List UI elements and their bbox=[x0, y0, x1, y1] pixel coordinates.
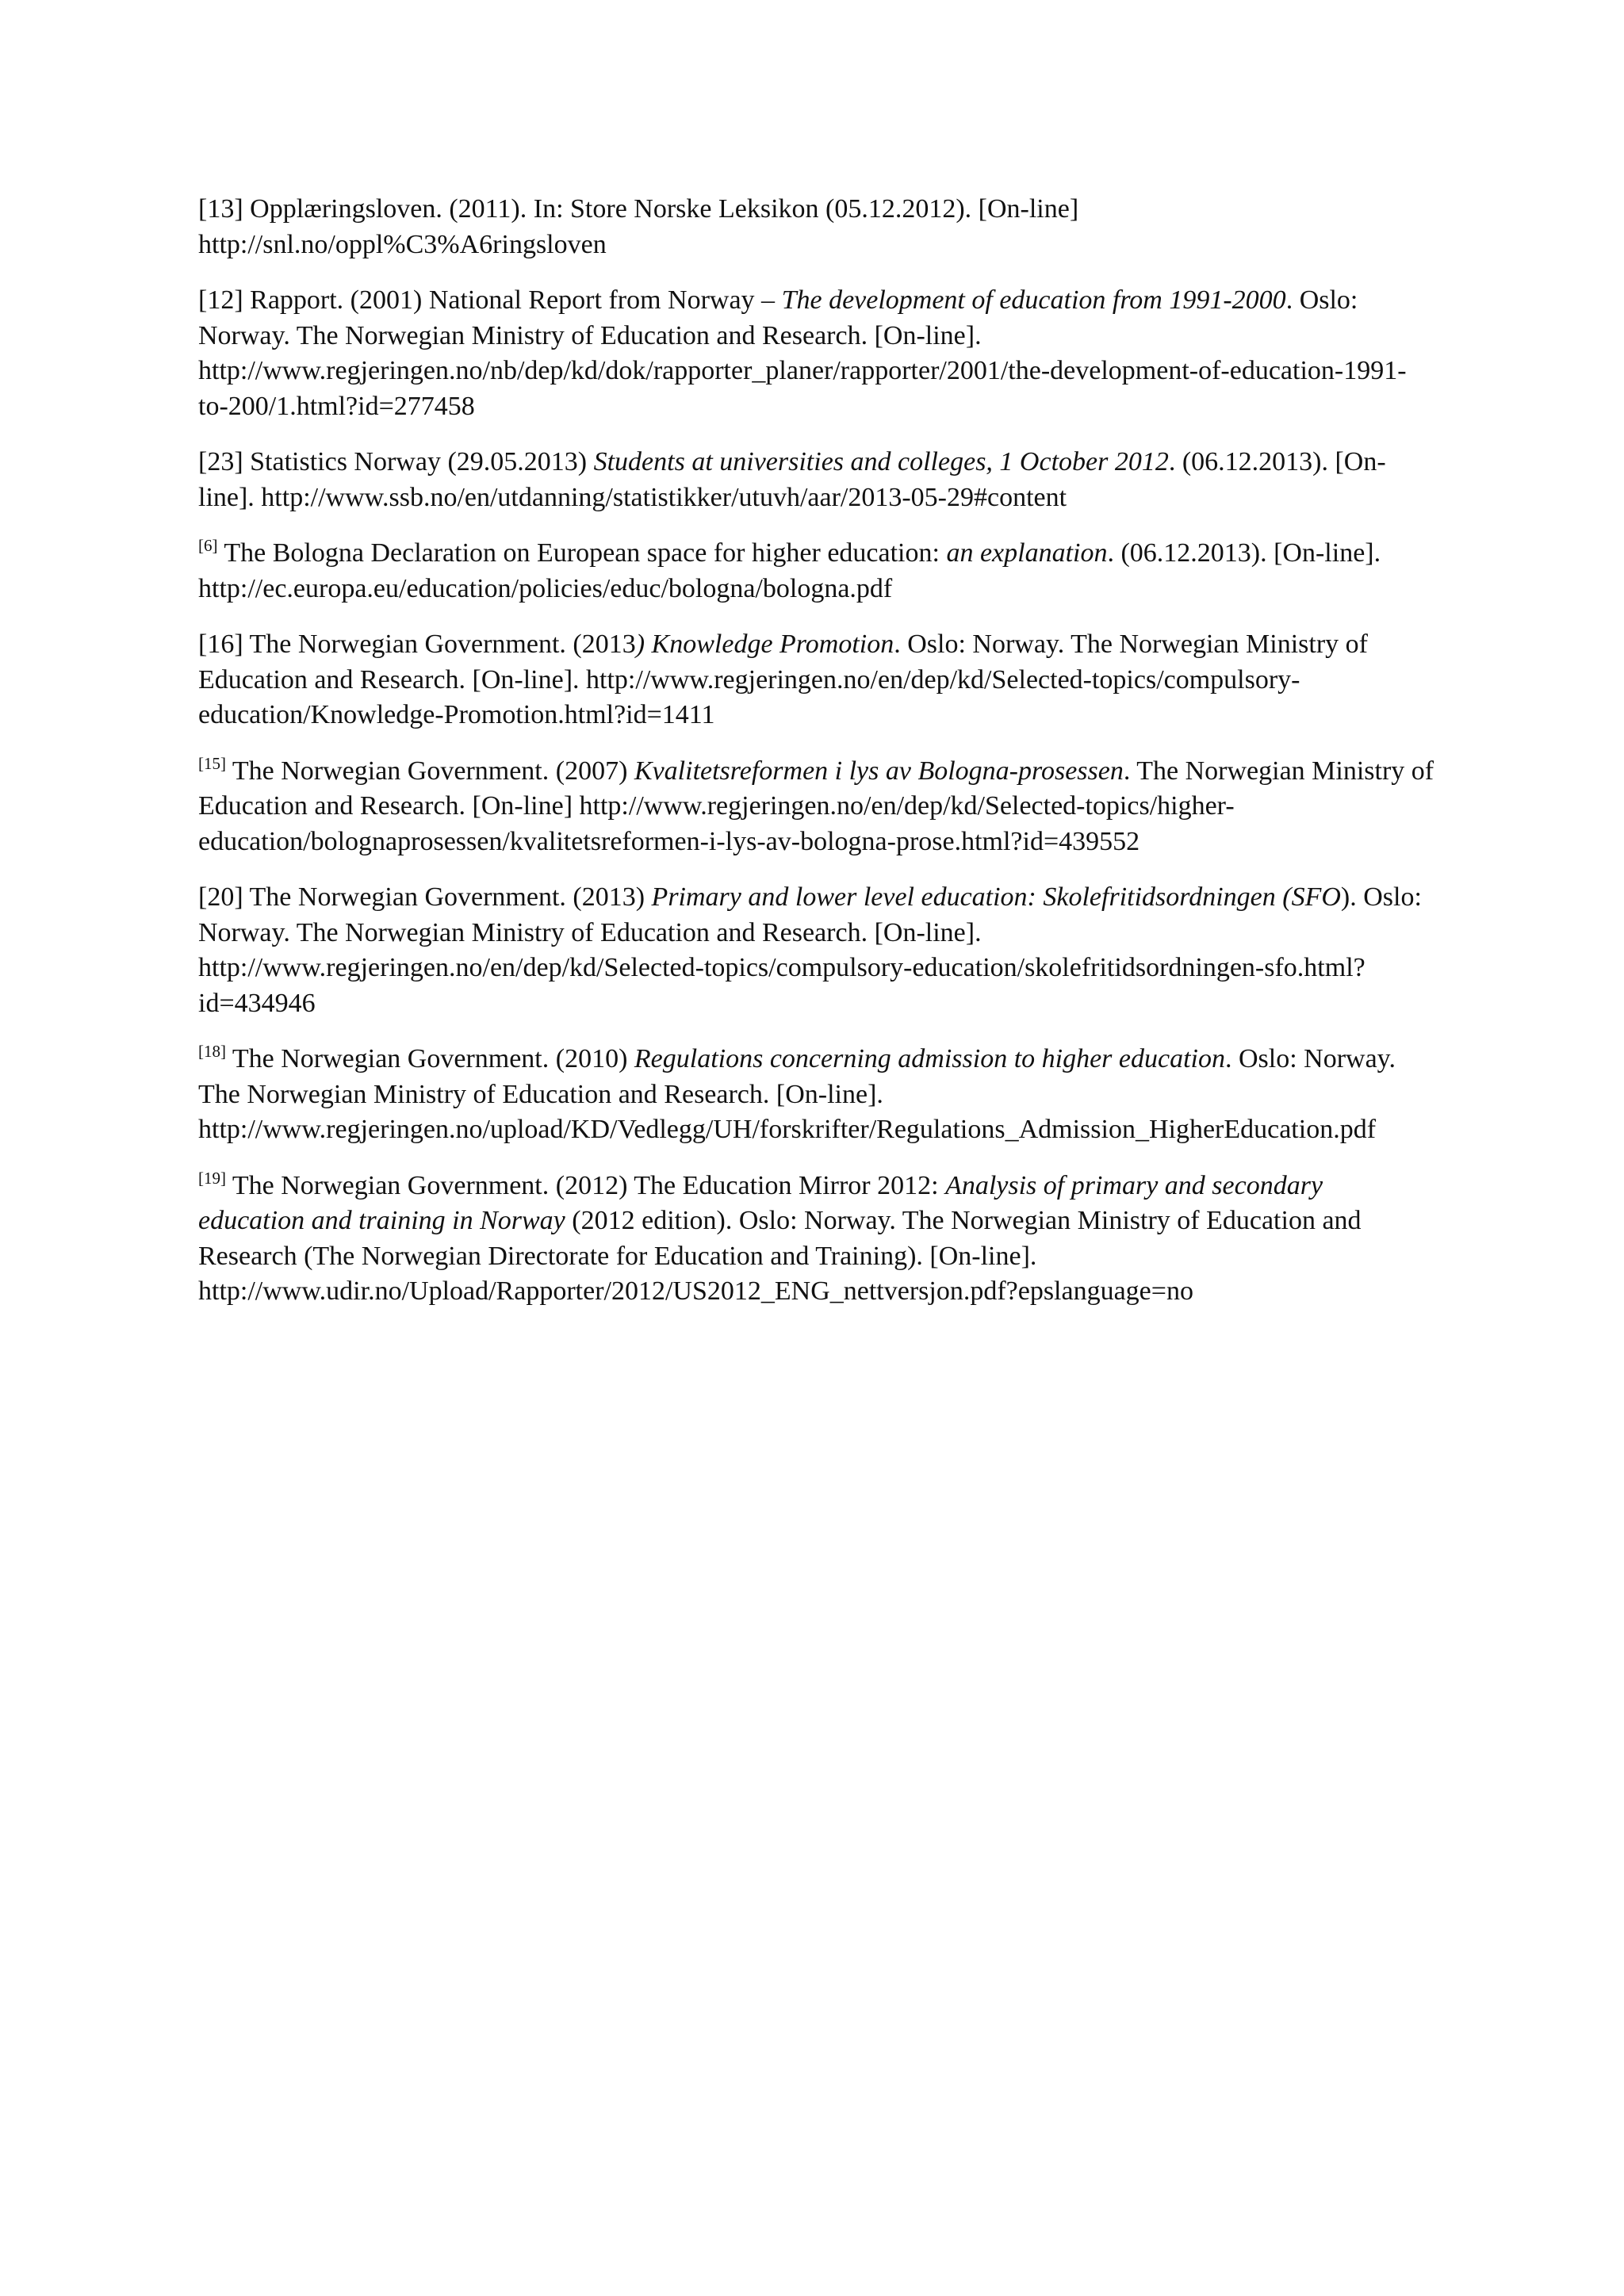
reference-title: Primary and lower level education: Skolefritidsordningen (SFO bbox=[651, 882, 1341, 912]
reference-6 bbox=[198, 536, 1435, 607]
reference-title: Kvalitetsreformen i lys av Bologna-prosessen bbox=[634, 756, 1124, 786]
reference-title: Analysis of primary and secondary education and training in Norway bbox=[198, 1170, 1323, 1235]
reference-text: . (06.12.2013). [On-line]. http://www.ssb.no/en/utdanning/statistikker/utuvh/aar/2013-05-29#content bbox=[198, 447, 1386, 512]
reference-15 bbox=[198, 754, 1435, 860]
reference-text: The Norwegian Government. (2007) bbox=[226, 756, 634, 786]
reference-number: [6] bbox=[198, 536, 218, 555]
reference-text: The Norwegian Government. (2012) The Education Mirror 2012: bbox=[226, 1170, 946, 1200]
reference-title: an explanation bbox=[946, 538, 1108, 568]
reference-12 bbox=[198, 283, 1435, 424]
reference-text: [16] The Norwegian Government. (2013 bbox=[198, 629, 636, 659]
reference-13 bbox=[198, 192, 1435, 262]
reference-text: [13] Opplæringsloven. (2011). In: Store Norske Leksikon (05.12.2012). [On-line] http://snl.no/oppl%C3%A6ringsloven bbox=[198, 194, 1079, 259]
reference-text: . Oslo: Norway. The Norwegian Ministry of Education and Research. [On-line]. http://www.regjeringen.no/en/dep/kd/Selected-topics/compulsory-education/Knowledge-Promotion.html?id=1411 bbox=[198, 629, 1368, 729]
reference-list bbox=[198, 192, 1435, 1330]
reference-title: The development of education from 1991-2000 bbox=[781, 285, 1286, 315]
reference-text: . (06.12.2013). [On-line]. http://ec.europa.eu/education/policies/educ/bologna/bologna.pdf bbox=[198, 538, 1381, 603]
reference-title: Regulations concerning admission to higher education bbox=[634, 1044, 1225, 1073]
reference-text: ). Oslo: Norway. The Norwegian Ministry of Education and Research. [On-line]. http://www.regjeringen.no/en/dep/kd/Selected-topics/compulsory-education/skolefritidsordningen-sfo.html?id=434946 bbox=[198, 882, 1422, 1018]
reference-text: [12] Rapport. (2001) National Report from Norway – bbox=[198, 285, 782, 315]
reference-text: . Oslo: Norway. The Norwegian Ministry of Education and Research. [On-line]. http://www.regjeringen.no/nb/dep/kd/dok/rapporter_planer/rapporter/2001/the-development-of-education-1991-to-200/1.html?id=277458 bbox=[198, 285, 1407, 421]
reference-text: The Bologna Declaration on European space for higher education: bbox=[217, 538, 947, 568]
reference-23 bbox=[198, 445, 1435, 515]
reference-title: ) Knowledge Promotion bbox=[635, 629, 894, 659]
reference-number: [19] bbox=[198, 1168, 226, 1188]
reference-number: [15] bbox=[198, 753, 226, 773]
reference-18 bbox=[198, 1042, 1435, 1148]
reference-number: [18] bbox=[198, 1042, 226, 1061]
reference-20 bbox=[198, 880, 1435, 1021]
reference-title: Students at universities and colleges, 1 October 2012 bbox=[593, 447, 1169, 476]
reference-text: [20] The Norwegian Government. (2013) bbox=[198, 882, 652, 912]
reference-text: (2012 edition). Oslo: Norway. The Norwegian Ministry of Education and Research (The Norwegian Directorate for Education and Training). [On-line]. http://www.udir.no/Upload/Rapporter/2012/US2012_ENG_nettversjon.pdf?epslanguage=no bbox=[198, 1206, 1362, 1306]
reference-text: . The Norwegian Ministry of Education and Research. [On-line] http://www.regjeringen.no/en/dep/kd/Selected-topics/higher-education/bolognaprosessen/kvalitetsreformen-i-lys-av-bologna-prose.html?id=439552 bbox=[198, 756, 1434, 856]
reference-text: The Norwegian Government. (2010) bbox=[226, 1044, 634, 1073]
reference-19 bbox=[198, 1169, 1435, 1310]
reference-text: [23] Statistics Norway (29.05.2013) bbox=[198, 447, 594, 476]
reference-text: . Oslo: Norway. The Norwegian Ministry of Education and Research. [On-line]. http://www.regjeringen.no/upload/KD/Vedlegg/UH/forskrifter/Regulations_Admission_HigherEducation.pdf bbox=[198, 1044, 1396, 1144]
reference-16 bbox=[198, 627, 1435, 733]
